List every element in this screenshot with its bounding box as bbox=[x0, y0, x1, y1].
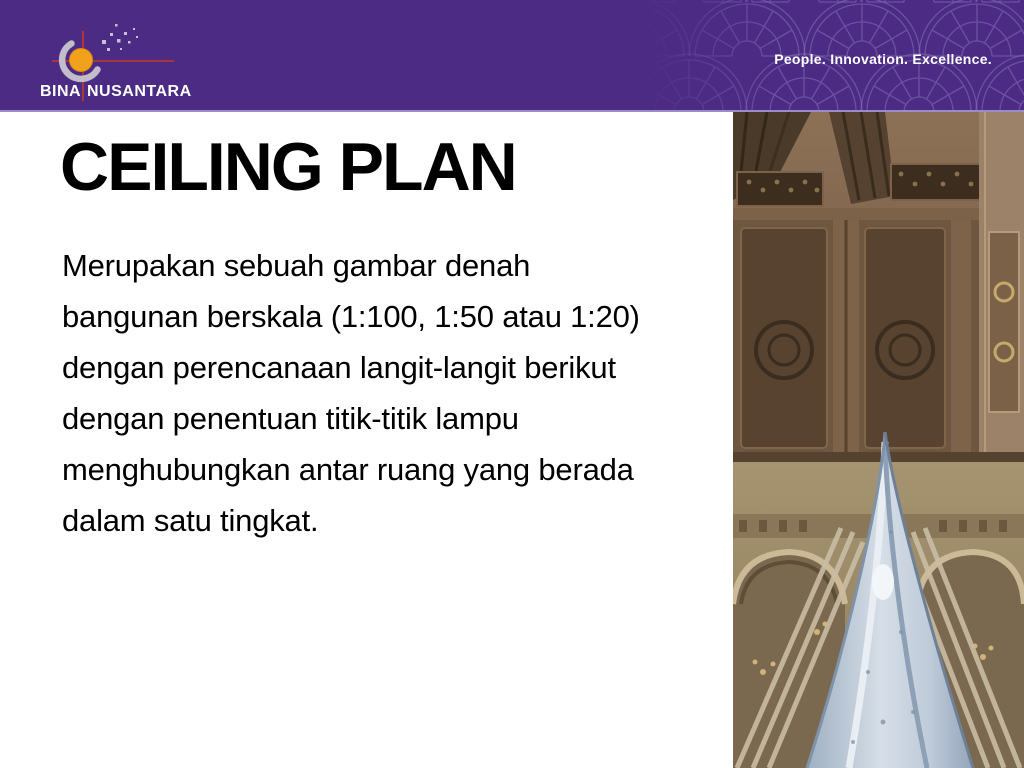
body-line: bangunan berskala (1:100, 1:50 atau 1:20) bbox=[62, 299, 640, 334]
logo-text-right: NUSANTARA bbox=[87, 83, 192, 100]
header-band bbox=[0, 0, 1024, 112]
body-line: dalam satu tingkat. bbox=[62, 503, 319, 538]
logo-sun-icon bbox=[70, 49, 93, 72]
body-line: Merupakan sebuah gambar denah bbox=[62, 248, 531, 283]
logo-text-left: BINA bbox=[40, 83, 82, 100]
body-line: dengan penentuan titik-titik lampu bbox=[62, 401, 519, 436]
tagline: People. Innovation. Excellence. bbox=[774, 51, 992, 67]
body-line: menghubungkan antar ruang yang berada bbox=[62, 452, 634, 487]
globe-swoosh-icon bbox=[62, 24, 138, 79]
body-paragraph bbox=[62, 240, 742, 546]
page-title: CEILING PLAN bbox=[60, 129, 516, 205]
ceiling-photo-image bbox=[733, 112, 1024, 768]
body-line: dengan perencanaan langit-langit berikut bbox=[62, 350, 616, 385]
binus-logo bbox=[16, 4, 206, 108]
